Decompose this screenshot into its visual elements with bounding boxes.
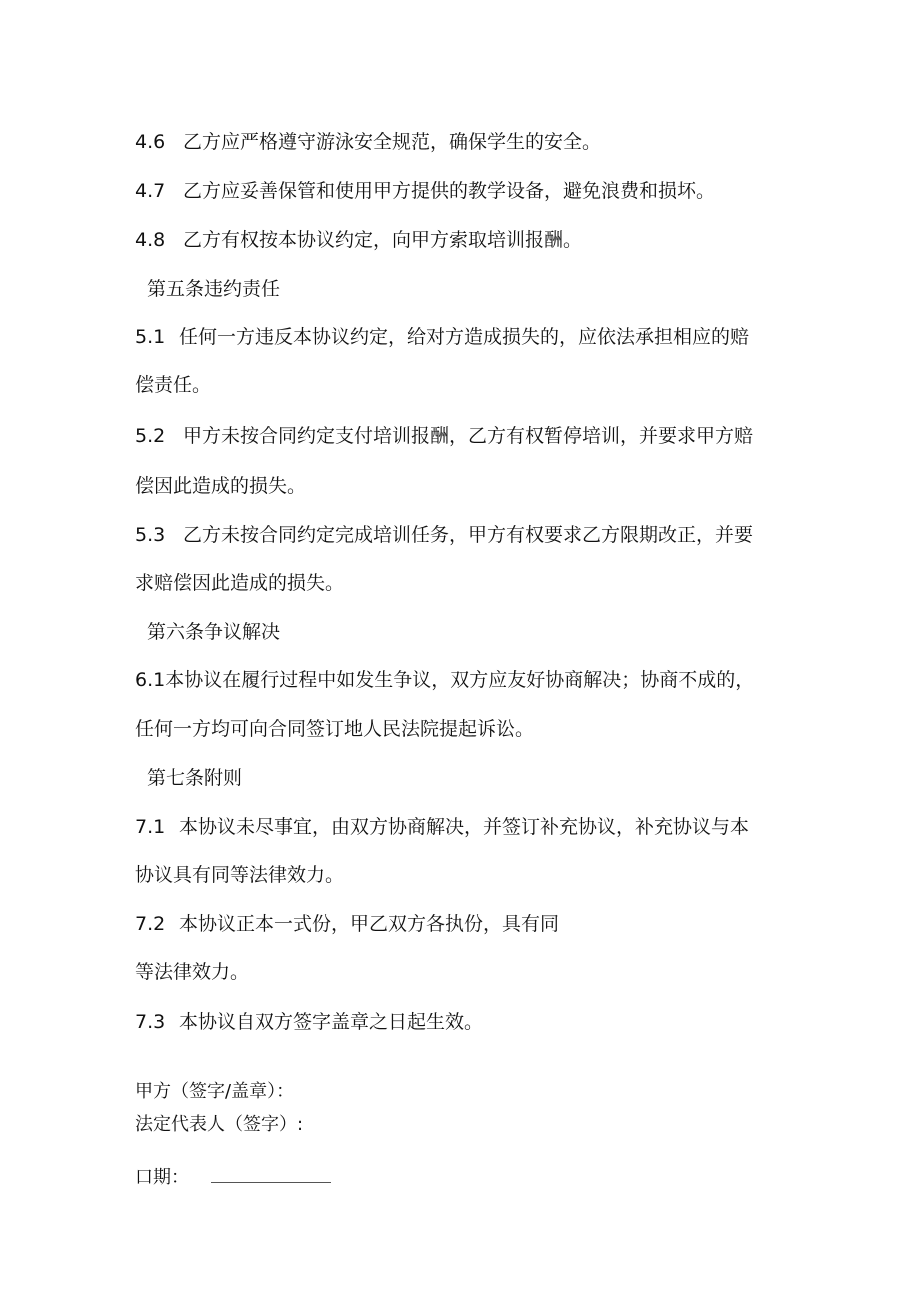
clause-7-2 xyxy=(135,912,559,936)
clause-text: 任何一方违反本协议约定，给对方造成损失的，应依法承担相应的赔 xyxy=(179,326,750,348)
section-heading-5: 第五条违约责任 xyxy=(147,278,281,300)
clause-number: 5.2 xyxy=(135,425,166,447)
clause-5-1-continued: 偿责任。 xyxy=(135,374,212,396)
section-heading-6: 第六条争议解决 xyxy=(147,621,281,643)
clause-5-2-continued: 偿因此造成的损失。 xyxy=(135,475,307,497)
clause-4-6 xyxy=(135,130,601,154)
clause-text: 本协议未尽事宜，由双方协商解决，并签订补充协议，补充协议与本 xyxy=(179,816,750,838)
clause-text: 乙方应严格遵守游泳安全规范，确保学生的安全。 xyxy=(183,131,602,153)
clause-number: 7.2 xyxy=(135,913,166,935)
date-label: 口期： xyxy=(135,1167,189,1188)
party-a-signature-label: 甲方（签字/盖章）： xyxy=(135,1081,295,1102)
clause-5-1 xyxy=(135,325,749,349)
clause-5-3 xyxy=(135,523,753,547)
clause-number: 5.3 xyxy=(135,524,166,546)
clause-5-2 xyxy=(135,424,753,448)
clause-7-3 xyxy=(135,1010,483,1034)
clause-text: 本协议正本一式份，甲乙双方各执份，具有同 xyxy=(179,913,560,935)
date-line xyxy=(135,1164,331,1190)
clause-number: 4.8 xyxy=(135,229,166,251)
clause-4-8 xyxy=(135,228,582,252)
clause-text: 乙方有权按本协议约定，向甲方索取培训报酬。 xyxy=(183,229,583,251)
clause-4-7 xyxy=(135,179,715,203)
clause-5-3-continued: 求赔偿因此造成的损失。 xyxy=(135,572,345,594)
clause-number: 7.3 xyxy=(135,1011,166,1033)
clause-7-1 xyxy=(135,815,749,839)
clause-text: 本协议自双方签字盖章之日起生效。 xyxy=(179,1011,484,1033)
clause-text: 乙方应妥善保管和使用甲方提供的教学设备，避免浪费和损坏。 xyxy=(183,180,716,202)
clause-6-1: 6.1本协议在履行过程中如发生争议，双方应友好协商解决；协商不成的， xyxy=(135,669,755,691)
clause-number: 4.6 xyxy=(135,131,166,153)
clause-7-2-continued: 等法律效力。 xyxy=(135,961,250,983)
clause-7-1-continued: 协议具有同等法律效力。 xyxy=(135,864,345,886)
clause-number: 5.1 xyxy=(135,326,166,348)
clause-number: 7.1 xyxy=(135,816,166,838)
section-heading-7: 第七条附则 xyxy=(147,767,243,789)
clause-number: 4.7 xyxy=(135,180,166,202)
legal-representative-signature-label: 法定代表人（签字）: xyxy=(135,1114,304,1135)
date-blank-field[interactable] xyxy=(211,1164,331,1183)
clause-text: 乙方未按合同约定完成培训任务，甲方有权要求乙方限期改正，并要 xyxy=(183,524,754,546)
clause-text: 甲方未按合同约定支付培训报酬，乙方有权暂停培训，并要求甲方赔 xyxy=(183,425,754,447)
clause-6-1-continued: 任何一方均可向合同签订地人民法院提起诉讼。 xyxy=(135,718,535,740)
